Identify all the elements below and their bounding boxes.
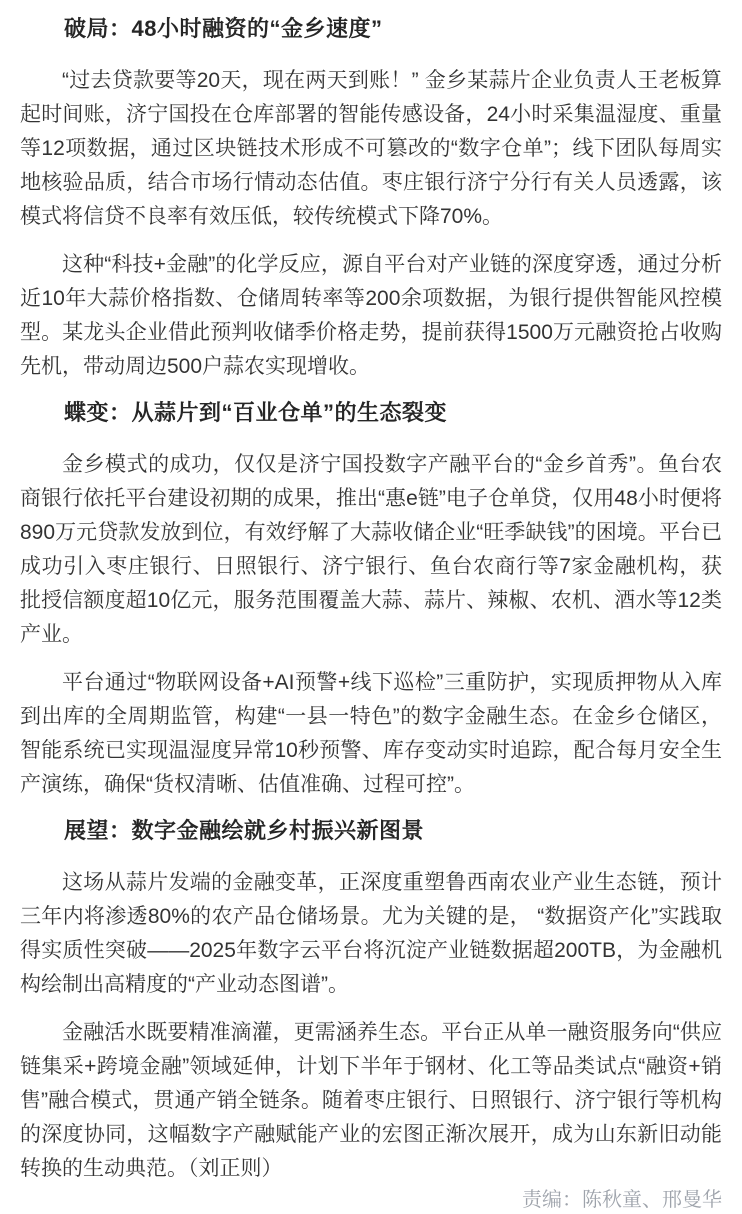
section-heading-pojú: 破局：48小时融资的“金乡速度” [64,16,383,41]
paragraph: “过去贷款要等20天，现在两天到账！” 金乡某蒜片企业负责人王老板算起时间账，济宁国投在仓库部署的智能传感设备，24小时采集温湿度、重量等12项数据，通过区块链技术形成不可篡改的“数字仓单”；线下团队每周实地核验品质，结合市场行情动态估值。枣庄银行济宁分行有关人员透露，该模式将信贷不良率有效压低，较传统模式下降70%。 [20,69,722,228]
section-heading-zhanwang: 展望：数字金融绘就乡村振兴新图景 [64,818,425,843]
paragraph: 平台通过“物联网设备+AI预警+线下巡检”三重防护，实现质押物从入库到出库的全周期监管，构建“一县一特色”的数字金融生态。在金乡仓储区，智能系统已实现温湿度异常10秒预警、库存变动实时追踪，配合每月安全生产演练，确保“货权清晰、估值准确、过程可控”。 [20,671,722,796]
paragraph: 这种“科技+金融”的化学反应，源自平台对产业链的深度穿透，通过分析近10年大蒜价格指数、仓储周转率等200余项数据，为银行提供智能风控模型。某龙头企业借此预判收储季价格走势，提前获得1500万元融资抢占收购先机，带动周边500户蒜农实现增收。 [20,253,722,378]
editor-credit: 责编：陈秋童、邢曼华 [522,1189,722,1211]
paragraph: 金融活水既要精准滴灌，更需涵养生态。平台正从单一融资服务向“供应链集采+跨境金融”领域延伸，计划下半年于钢材、化工等品类试点“融资+销售”融合模式，贯通产销全链条。随着枣庄银行、日照银行、济宁银行等机构的深度协同，这幅数字产融赋能产业的宏图正渐次展开，成为山东新旧动能转换的生动典范。（刘正则） [20,1021,722,1180]
section-heading-diebian: 蝶变：从蒜片到“百业仓单”的生态裂变 [64,400,448,425]
paragraph: 金乡模式的成功，仅仅是济宁国投数字产融平台的“金乡首秀”。鱼台农商银行依托平台建设初期的成果，推出“惠e链”电子仓单贷，仅用48小时便将890万元贷款发放到位，有效纾解了大蒜收储企业“旺季缺钱”的困境。平台已成功引入枣庄银行、日照银行、济宁银行、鱼台农商行等7家金融机构，获批授信额度超10亿元，服务范围覆盖大蒜、蒜片、辣椒、农机、酒水等12类产业。 [20,453,722,646]
paragraph: 这场从蒜片发端的金融变革，正深度重塑鲁西南农业产业生态链，预计三年内将渗透80%的农产品仓储场景。尤为关键的是， “数据资产化”实践取得实质性突破——2025年数字云平台将沉淀产业链数据超200TB，为金融机构绘制出高精度的“产业动态图谱”。 [20,871,722,996]
